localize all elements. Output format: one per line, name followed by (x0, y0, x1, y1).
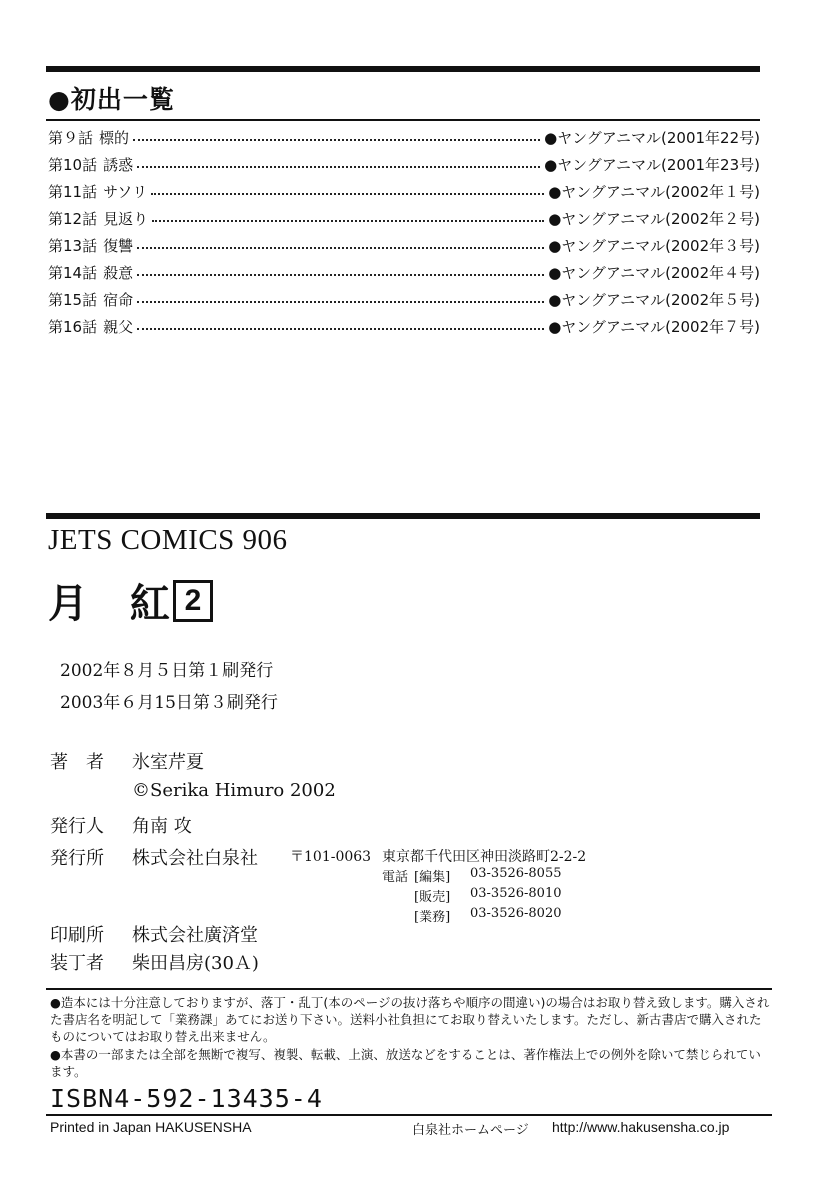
toc-source: ●ヤングアニマル(2002年５号) (548, 290, 760, 309)
toc-episode-title: サソリ (103, 182, 148, 201)
author-name: 氷室芹夏 (132, 752, 204, 773)
phone-number-editorial: 03-3526-8055 (470, 866, 562, 881)
notice-replacement: ●造本には十分注意しておりますが、落丁・乱丁(本のページの抜け落ちや順序の間違い)の場合はお取り替え致します。購入された書店名を明記して「業務課」あてにお送り下さい。送料小社負担にてお取り替えいたします。ただし、新古書店で購入されたものについてはお取り替え出来ません。 (50, 995, 770, 1044)
homepage-url[interactable]: http://www.hakusensha.co.jp (552, 1119, 730, 1135)
toc-episode-title: 宿命 (103, 290, 134, 309)
toc-leader-dots (137, 328, 544, 330)
toc-leader-dots (137, 274, 544, 276)
toc-entry (48, 207, 760, 229)
toc-entry (48, 180, 760, 202)
toc-episode-number: 第11話 (48, 182, 98, 201)
toc-heading-rule (46, 119, 760, 121)
toc-entry (48, 261, 760, 283)
address: 東京都千代田区神田淡路町2-2-2 (382, 849, 587, 865)
designer-name: 柴田昌房(30Ａ) (132, 953, 259, 974)
toc-leader-dots (137, 166, 540, 168)
toc-entry (48, 288, 760, 310)
toc-episode-title: 誘惑 (103, 155, 134, 174)
book-title: 月 紅 (48, 580, 184, 627)
toc-source: ●ヤングアニマル(2002年４号) (548, 263, 760, 282)
designer-label: 装丁者 (50, 953, 104, 974)
publisher-label: 発行所 (50, 848, 104, 869)
toc-source: ●ヤングアニマル(2002年１号) (548, 182, 760, 201)
toc-leader-dots (151, 193, 544, 195)
toc-episode-number: 第10話 (48, 155, 98, 174)
toc-episode-title: 殺意 (103, 263, 134, 282)
footer-rule (46, 1114, 772, 1116)
toc-source: ●ヤングアニマル(2002年３号) (548, 236, 760, 255)
toc-episode-title: 標的 (99, 128, 130, 147)
toc-entry (48, 315, 760, 337)
toc-entry (48, 126, 760, 148)
publisher-person-label: 発行人 (50, 816, 104, 837)
phone-dept-operations: [業務] (414, 910, 451, 925)
printer-label: 印刷所 (50, 925, 104, 946)
toc-episode-title: 復讐 (103, 236, 134, 255)
toc-episode-number: 第14話 (48, 263, 98, 282)
phone-dept-editorial: [編集] (414, 870, 451, 885)
copyright: ©Serika Himuro 2002 (132, 780, 336, 801)
volume-number: 2 (173, 580, 213, 622)
toc-leader-dots (137, 301, 544, 303)
publish-date-third: 2003年６月15日第３刷発行 (60, 693, 278, 713)
printer-name: 株式会社廣済堂 (132, 925, 258, 946)
series-name: JETS COMICS 906 (48, 524, 288, 556)
isbn: ISBN4-592-13435-4 (50, 1084, 323, 1113)
toc-leader-dots (152, 220, 544, 222)
postal-code: 〒101-0063 (290, 849, 372, 865)
publisher-name: 株式会社白泉社 (132, 848, 258, 869)
toc-episode-number: 第16話 (48, 317, 98, 336)
top-rule (46, 66, 760, 72)
phone-dept-sales: [販売] (414, 890, 451, 905)
notice-top-rule (46, 988, 772, 990)
toc-source: ●ヤングアニマル(2001年23号) (544, 155, 760, 174)
printed-in-japan: Printed in Japan HAKUSENSHA (50, 1119, 252, 1135)
publish-date-first: 2002年８月５日第１刷発行 (60, 661, 274, 681)
phone-number-operations: 03-3526-8020 (470, 906, 562, 921)
toc-leader-dots (133, 139, 540, 141)
toc-episode-title: 親父 (103, 317, 134, 336)
toc-heading: ●初出一覧 (48, 85, 175, 114)
toc-source: ●ヤングアニマル(2002年２号) (548, 209, 760, 228)
toc-episode-title: 見返り (103, 209, 149, 228)
toc-source: ●ヤングアニマル(2002年７号) (548, 317, 760, 336)
toc-entry (48, 153, 760, 175)
phone-number-sales: 03-3526-8010 (470, 886, 562, 901)
toc-source: ●ヤングアニマル(2001年22号) (544, 128, 760, 147)
toc-episode-number: 第15話 (48, 290, 98, 309)
author-label: 著 者 (50, 752, 104, 773)
middle-rule (46, 513, 760, 519)
homepage-label: 白泉社ホームページ (412, 1123, 529, 1138)
toc-entry (48, 234, 760, 256)
toc-episode-number: 第13話 (48, 236, 98, 255)
toc-episode-number: 第９話 (48, 128, 94, 147)
publisher-person: 角南 攻 (132, 816, 192, 837)
notice-copyright: ●本書の一部または全部を無断で複写、複製、転載、上演、放送などをすることは、著作権法上での例外を除いて禁じられています。 (50, 1047, 761, 1079)
phone-label: 電話 (382, 870, 409, 885)
toc-episode-number: 第12話 (48, 209, 98, 228)
toc-leader-dots (137, 247, 544, 249)
